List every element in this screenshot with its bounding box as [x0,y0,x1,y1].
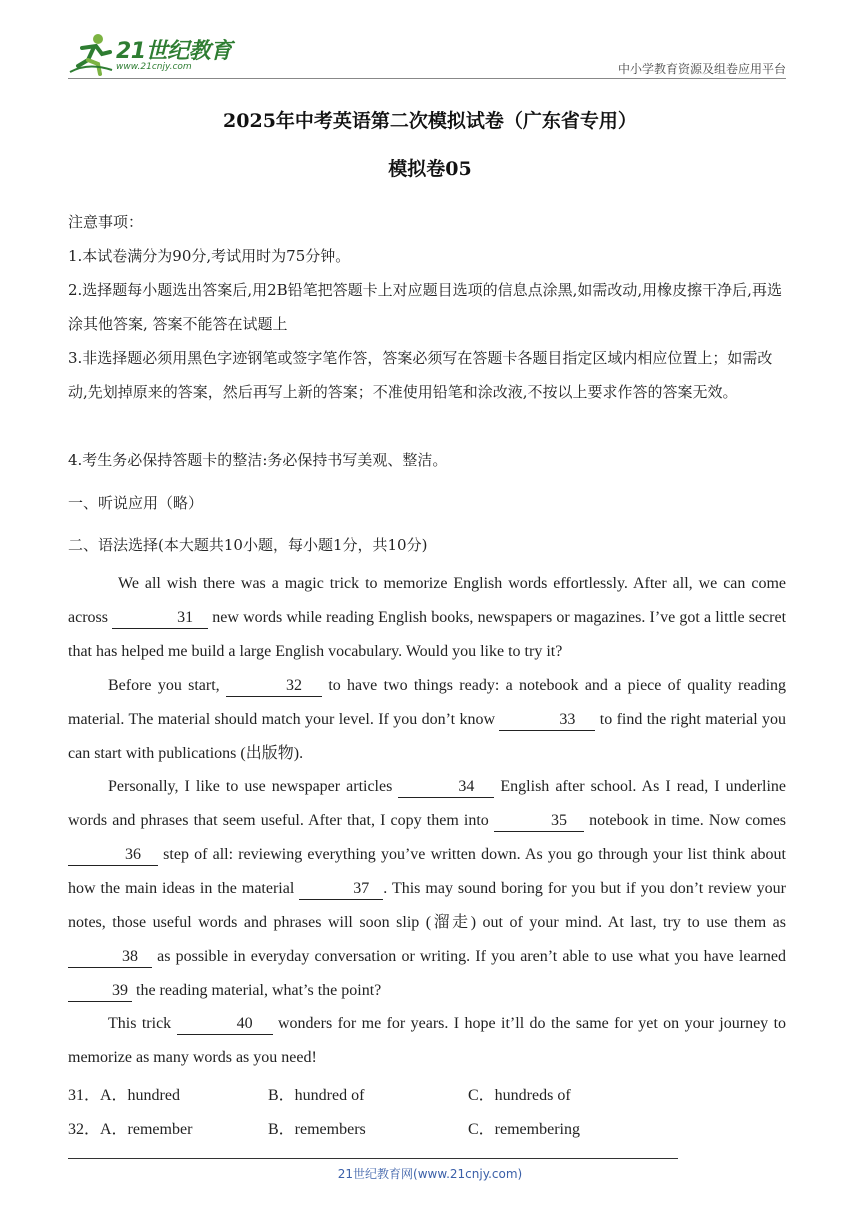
passage-text: step of all: reviewing everything you’ve written down. As you go through your list think about how the main ideas in the material [68,846,786,897]
logo-text: 21世纪教育 [116,39,232,64]
blank-32: 32 [226,676,322,697]
page-header [68,32,786,78]
passage-text: wonders for me for years. I hope it’ll do the same for yet on your journey to memorize as many words as you need! [68,1015,787,1066]
passage-text: English after school. As I read, I underline words and phrases that seem useful. After that, I copy them into [68,778,787,829]
question-number: 31． [68,1087,101,1104]
option-a: A．remember [100,1121,193,1138]
passage-paragraph-2 [68,669,786,771]
passage-paragraph-4 [68,1007,786,1075]
header-divider [68,78,786,79]
passage-text: the reading material, what’s the point? [136,982,382,999]
option-c: C．remembering [468,1121,580,1138]
footer-divider [68,1158,678,1159]
passage-text: We all wish there was a magic trick to memorize English words effortlessly. After all, we can come across [68,575,786,626]
logo-url: www.21cnjy.com [116,62,192,72]
passage-paragraph-1 [68,567,786,669]
blank-36: 36 [68,845,158,866]
blank-37: 37 [299,879,383,900]
option-b: B．hundred of [268,1087,365,1104]
note-item-3: 3.非选择题必须用黑色字迹钢笔或签字笔作答，答案必须写在答题卡各题目指定区域内相应位置上；如需改动,先划掉原来的答案，然后再写上新的答案；不准使用铅笔和涂改液,不按以上要求作答的答案无效。 [68,349,773,401]
logo [68,32,238,76]
note-item-4: 4.考生务必保持答题卡的整洁:务必保持书写美观、整洁。 [68,451,448,469]
runner-logo-icon [68,32,114,76]
note-item-2: 2.选择题每小题选出答案后,用2B铅笔把答题卡上对应题目选项的信息点涂黑,如需改动,用橡皮擦干净后,再选涂其他答案, 答案不能答在试题上 [68,281,782,333]
passage-text: as possible in everyday conversation or writing. If you aren’t able to use what you have learned [157,948,787,965]
page-title: 2025年中考英语第二次模拟试卷（广东省专用） [223,110,637,132]
header-platform-text: 中小学教育资源及组卷应用平台 [617,62,786,76]
option-b: B．remembers [268,1121,366,1138]
passage-text: . This may sound boring for you but if you don’t review your notes, those useful words and phrases will soon slip (溜走) out of your mind. At last, try to use them as [68,880,786,931]
blank-34: 34 [398,777,494,798]
blank-39: 39 [68,981,132,1002]
note-item-1: 1.本试卷满分为90分,考试用时为75分钟。 [68,247,351,265]
passage-text: Personally, I like to use newspaper articles [108,778,393,795]
blank-38: 38 [68,947,152,968]
option-c: C．hundreds of [468,1087,571,1104]
notes-heading: 注意事项： [68,213,144,231]
passage-text: to find the right material you can start with publications (出版物). [68,711,787,762]
passage-text: Before you start, [108,677,220,694]
passage-text: new words while reading English books, newspapers or magazines. I’ve got a little secret that has helped me build a large English vocabulary. Would you like to try it? [68,609,787,660]
section-grammar: 二、语法选择(本大题共10小题，每小题1分，共10分) [68,536,428,554]
passage-text: notebook in time. Now comes [589,812,787,829]
passage-text: to have two things ready: a notebook and a piece of quality reading material. The material should match your level. If you don’t know [68,677,787,728]
page-footer: 21世纪教育网(www.21cnjy.com) [337,1167,523,1181]
passage-paragraph-3 [68,770,786,1008]
page-subtitle: 模拟卷05 [388,158,472,180]
question-number: 32． [68,1121,101,1138]
blank-31: 31 [112,608,208,629]
passage-text: This trick [108,1015,172,1032]
blank-40: 40 [177,1014,273,1035]
section-listening: 一、听说应用（略） [68,494,204,512]
option-a: A．hundred [100,1087,180,1104]
blank-33: 33 [499,710,595,731]
blank-35: 35 [494,811,584,832]
